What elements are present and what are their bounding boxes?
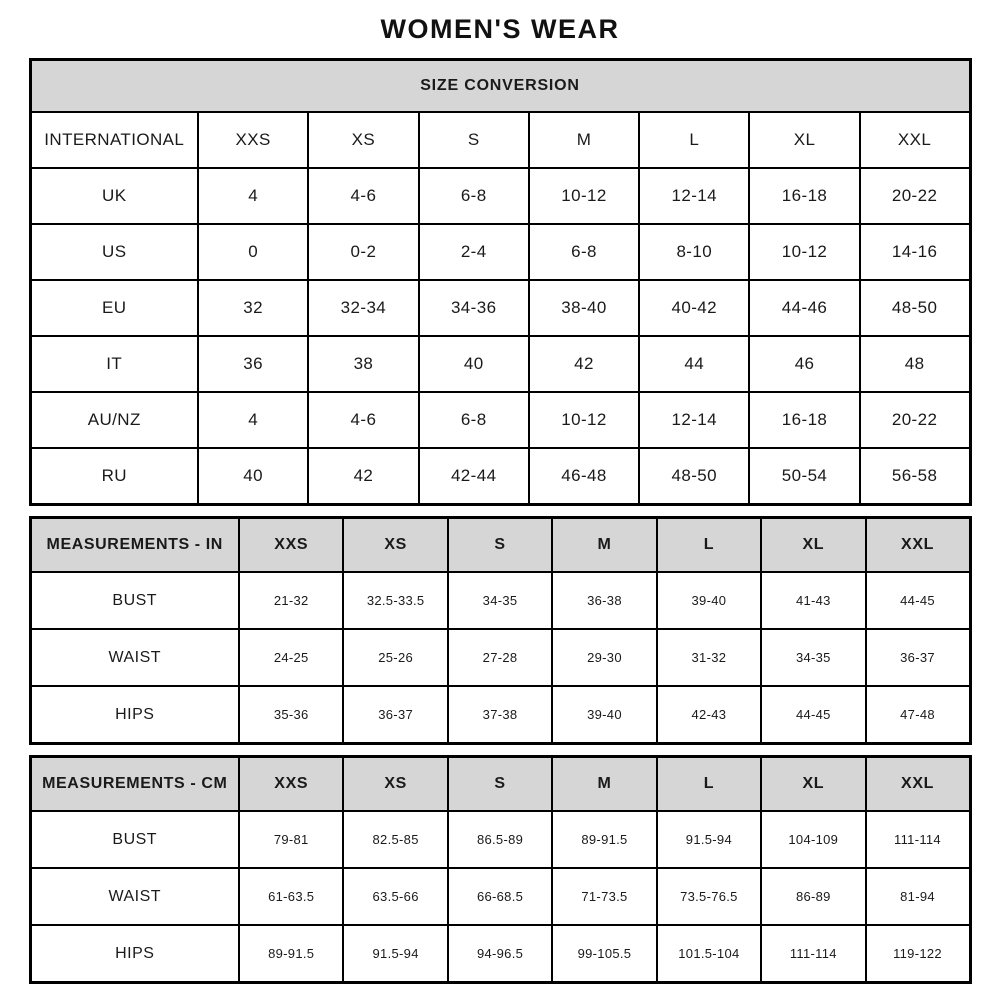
table-cell: 34-35: [761, 629, 865, 686]
column-header: XXL: [860, 112, 970, 168]
table-cell: 44-46: [749, 280, 859, 336]
table-cell: 44: [639, 336, 749, 392]
table-cell: 4-6: [308, 168, 418, 224]
table-cell: 73.5-76.5: [657, 868, 761, 925]
row-label: RU: [30, 448, 198, 505]
row-label: US: [30, 224, 198, 280]
table-cell: 44-45: [761, 686, 865, 744]
table-cell: 42-44: [419, 448, 529, 505]
row-label: WAIST: [30, 629, 239, 686]
table-cell: 36-37: [343, 686, 447, 744]
table-cell: 38-40: [529, 280, 639, 336]
table-cell: 89-91.5: [552, 811, 656, 868]
table-row: [30, 868, 970, 925]
table-cell: 16-18: [749, 392, 859, 448]
table-cell: 0: [198, 224, 308, 280]
column-header: S: [448, 518, 552, 573]
column-header: XXL: [866, 757, 970, 812]
table-cell: 6-8: [529, 224, 639, 280]
column-header: L: [657, 518, 761, 573]
table-row: [30, 224, 970, 280]
row-label: UK: [30, 168, 198, 224]
table-cell: 42-43: [657, 686, 761, 744]
table-cell: 21-32: [239, 572, 343, 629]
row-label: AU/NZ: [30, 392, 198, 448]
row-label: IT: [30, 336, 198, 392]
column-header: XL: [749, 112, 859, 168]
table-cell: 6-8: [419, 168, 529, 224]
column-header: XS: [343, 518, 447, 573]
table-cell: 104-109: [761, 811, 865, 868]
table-row: [30, 392, 970, 448]
table-row: [30, 925, 970, 983]
table-cell: 40: [198, 448, 308, 505]
row-label: WAIST: [30, 868, 239, 925]
table-row: [30, 572, 970, 629]
table-cell: 4-6: [308, 392, 418, 448]
table-cell: 119-122: [866, 925, 970, 983]
column-header: M: [552, 757, 656, 812]
table-title: MEASUREMENTS - CM: [30, 757, 239, 812]
table-cell: 47-48: [866, 686, 970, 744]
column-header: XL: [761, 518, 865, 573]
table-cell: 111-114: [761, 925, 865, 983]
table-cell: 8-10: [639, 224, 749, 280]
table-cell: 36-38: [552, 572, 656, 629]
column-header: XL: [761, 757, 865, 812]
column-header-row: [30, 757, 970, 812]
table-row: [30, 448, 970, 505]
table-cell: 34-36: [419, 280, 529, 336]
table-cell: 101.5-104: [657, 925, 761, 983]
table-cell: 6-8: [419, 392, 529, 448]
table-cell: 4: [198, 392, 308, 448]
table-cell: 41-43: [761, 572, 865, 629]
table-title: MEASUREMENTS - IN: [30, 518, 239, 573]
column-header: L: [657, 757, 761, 812]
table-cell: 99-105.5: [552, 925, 656, 983]
table-cell: 46: [749, 336, 859, 392]
table-cell: 61-63.5: [239, 868, 343, 925]
table-cell: 32.5-33.5: [343, 572, 447, 629]
column-header: S: [448, 757, 552, 812]
table-row: [30, 629, 970, 686]
table-row: [30, 168, 970, 224]
table-cell: 38: [308, 336, 418, 392]
column-header: XS: [308, 112, 418, 168]
table-cell: 89-91.5: [239, 925, 343, 983]
table-cell: 44-45: [866, 572, 970, 629]
table-cell: 32: [198, 280, 308, 336]
table-cell: 36-37: [866, 629, 970, 686]
table-title-row: [30, 60, 970, 113]
table-cell: 12-14: [639, 392, 749, 448]
column-header: S: [419, 112, 529, 168]
column-header: M: [529, 112, 639, 168]
table-cell: 86.5-89: [448, 811, 552, 868]
row-label-header: INTERNATIONAL: [30, 112, 198, 168]
table-cell: 32-34: [308, 280, 418, 336]
table-cell: 111-114: [866, 811, 970, 868]
table-cell: 86-89: [761, 868, 865, 925]
table-cell: 20-22: [860, 168, 970, 224]
table-cell: 36: [198, 336, 308, 392]
table-cell: 81-94: [866, 868, 970, 925]
table-cell: 46-48: [529, 448, 639, 505]
table-cell: 39-40: [552, 686, 656, 744]
table-cell: 25-26: [343, 629, 447, 686]
table-cell: 34-35: [448, 572, 552, 629]
table-cell: 14-16: [860, 224, 970, 280]
table-cell: 35-36: [239, 686, 343, 744]
size-conversion-table: [29, 58, 972, 506]
table-cell: 12-14: [639, 168, 749, 224]
row-label: HIPS: [30, 686, 239, 744]
table-cell: 48: [860, 336, 970, 392]
table-cell: 91.5-94: [343, 925, 447, 983]
table-cell: 40-42: [639, 280, 749, 336]
column-header-row: [30, 518, 970, 573]
table-cell: 31-32: [657, 629, 761, 686]
table-row: [30, 280, 970, 336]
table-cell: 42: [308, 448, 418, 505]
table-row: [30, 686, 970, 744]
table-cell: 82.5-85: [343, 811, 447, 868]
table-cell: 91.5-94: [657, 811, 761, 868]
page-title: WOMEN'S WEAR: [380, 14, 620, 44]
table-cell: 48-50: [860, 280, 970, 336]
table-cell: 40: [419, 336, 529, 392]
row-label: EU: [30, 280, 198, 336]
column-header: XS: [343, 757, 447, 812]
table-cell: 94-96.5: [448, 925, 552, 983]
column-header: XXS: [198, 112, 308, 168]
measurements-in-table: [29, 516, 972, 745]
column-header: XXL: [866, 518, 970, 573]
table-cell: 48-50: [639, 448, 749, 505]
table-cell: 10-12: [529, 392, 639, 448]
column-header: XXS: [239, 757, 343, 812]
table-cell: 56-58: [860, 448, 970, 505]
column-header: L: [639, 112, 749, 168]
table-cell: 10-12: [529, 168, 639, 224]
size-chart-page: [29, 0, 972, 984]
table-cell: 24-25: [239, 629, 343, 686]
table-cell: 79-81: [239, 811, 343, 868]
table-row: [30, 336, 970, 392]
table-cell: 66-68.5: [448, 868, 552, 925]
table-row: [30, 811, 970, 868]
row-label: BUST: [30, 572, 239, 629]
table-cell: 0-2: [308, 224, 418, 280]
column-header: M: [552, 518, 656, 573]
table-cell: 20-22: [860, 392, 970, 448]
row-label: BUST: [30, 811, 239, 868]
column-header: XXS: [239, 518, 343, 573]
table-cell: 10-12: [749, 224, 859, 280]
table-cell: 39-40: [657, 572, 761, 629]
table-cell: 27-28: [448, 629, 552, 686]
table-cell: 16-18: [749, 168, 859, 224]
table-cell: 42: [529, 336, 639, 392]
table-cell: 63.5-66: [343, 868, 447, 925]
row-label: HIPS: [30, 925, 239, 983]
table-cell: 2-4: [419, 224, 529, 280]
table-cell: 71-73.5: [552, 868, 656, 925]
table-cell: 50-54: [749, 448, 859, 505]
table-cell: 29-30: [552, 629, 656, 686]
measurements-cm-table: [29, 755, 972, 984]
table-cell: 4: [198, 168, 308, 224]
table-cell: 37-38: [448, 686, 552, 744]
table-title: SIZE CONVERSION: [30, 60, 970, 113]
column-header-row: [30, 112, 970, 168]
